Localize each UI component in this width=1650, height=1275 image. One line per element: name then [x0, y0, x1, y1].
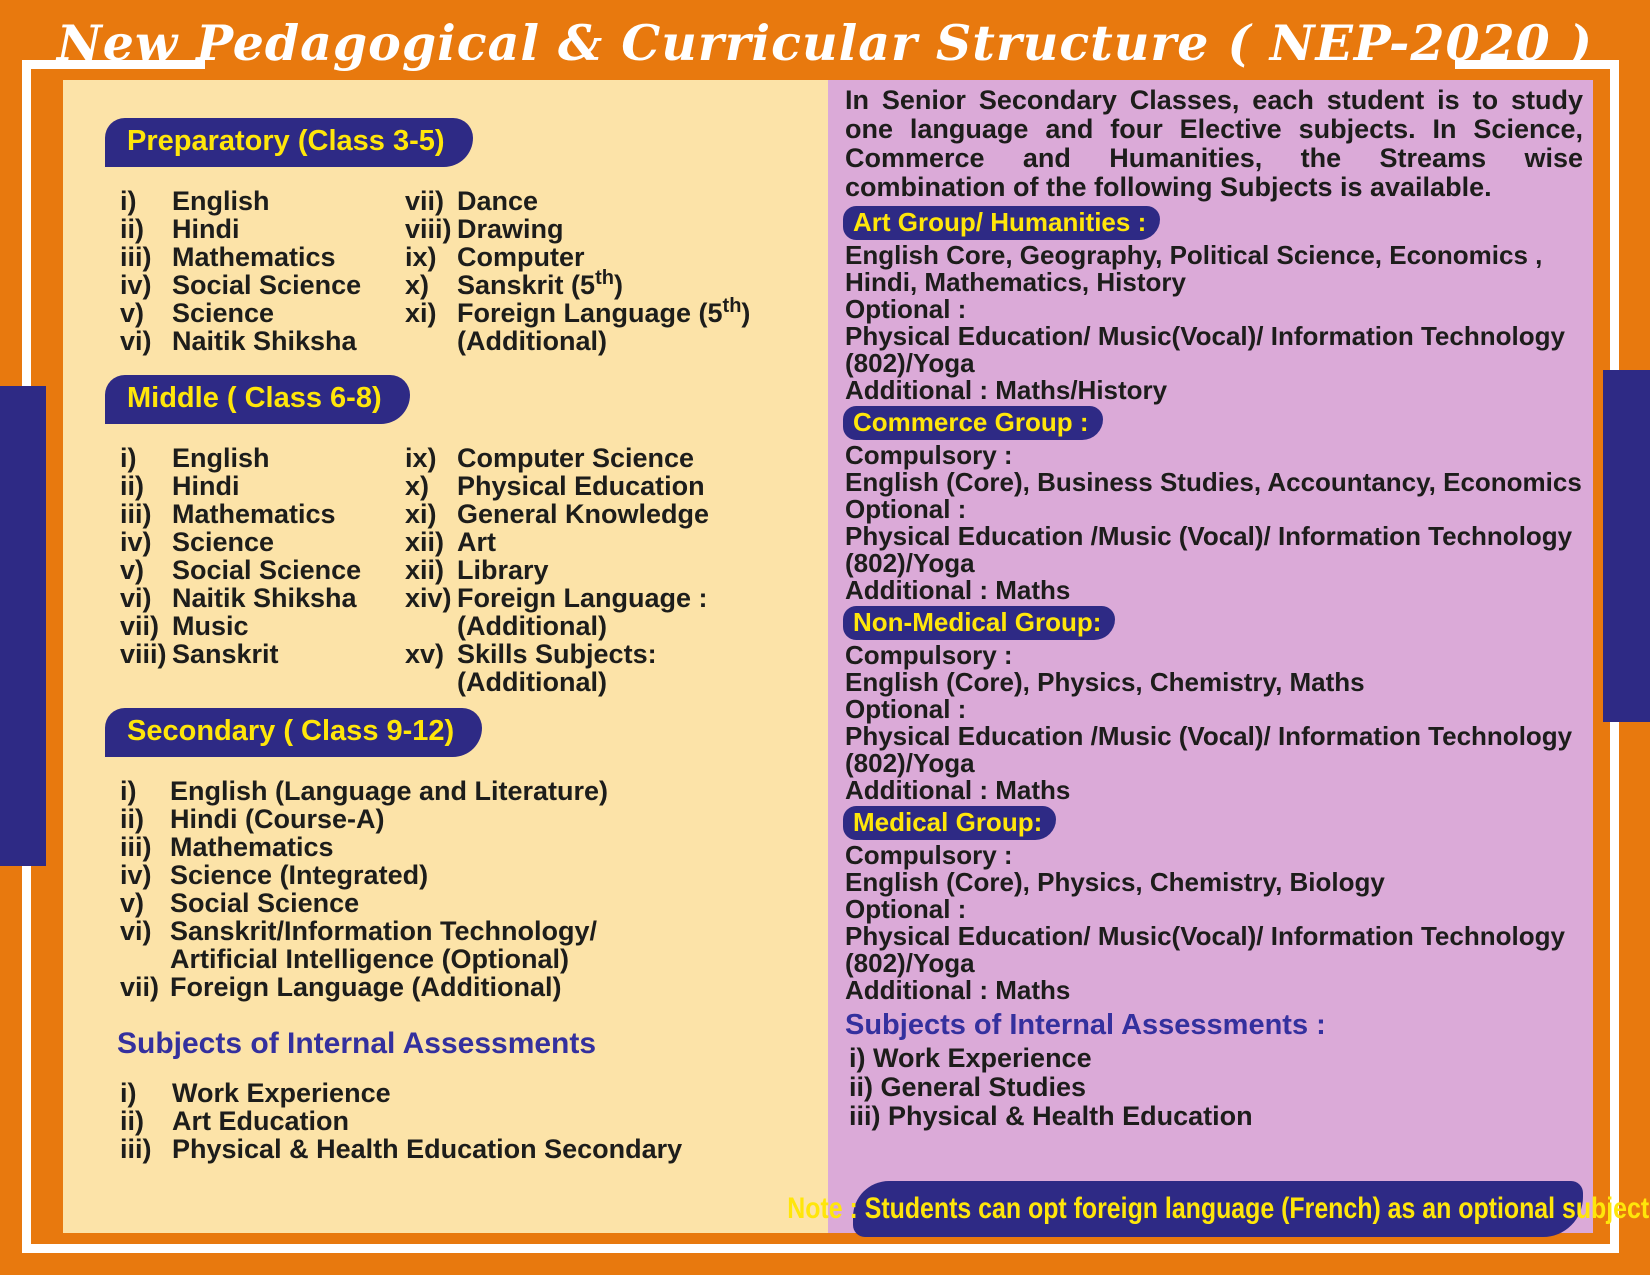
list-item	[405, 500, 810, 528]
group-block-non-medical	[843, 604, 1585, 804]
list-item	[405, 556, 810, 584]
group-pill-commerce: Commerce Group :	[843, 406, 1103, 440]
roman-numeral: vii)	[120, 611, 160, 641]
subject-label: Science	[172, 298, 275, 328]
roman-numeral: xv)	[405, 639, 445, 669]
list-item	[405, 267, 810, 300]
list-item: ii) General Studies	[849, 1072, 1087, 1102]
group-line: (802)/Yoga	[845, 948, 975, 978]
group-line: English (Core), Physics, Chemistry, Maths	[845, 667, 1365, 697]
note-text: Note : Students can opt foreign language (French) as an optional subject	[787, 1192, 1649, 1225]
subject-label: Dance	[457, 186, 539, 216]
roman-numeral: vi)	[120, 326, 152, 356]
subject-label: English	[172, 443, 270, 473]
roman-numeral: vii)	[405, 186, 445, 216]
list-item: i) Work Experience	[849, 1043, 1092, 1073]
list-item	[120, 556, 405, 584]
roman-numeral: vi)	[120, 916, 152, 946]
list-item	[120, 1135, 810, 1163]
list-item	[120, 472, 405, 500]
list-item	[120, 777, 810, 805]
subject-label: Skills Subjects:	[457, 639, 657, 669]
subject-label: Hindi (Course-A)	[170, 804, 385, 834]
list-item	[120, 500, 405, 528]
roman-numeral: iv)	[120, 270, 152, 300]
left-panel	[63, 80, 828, 1233]
right-edge-decoration	[1603, 370, 1650, 722]
senior-secondary-intro: In Senior Secondary Classes, each student is to study one language and four Elective subjects. In Science, Commerce and Humanities, the Streams wise combination of the following Subjects is available.	[845, 85, 1583, 202]
page-title: New Pedagogical & Curricular Structure ( NEP-2020 )	[57, 14, 1593, 72]
roman-numeral: xi)	[405, 499, 437, 529]
subject-label: Social Science	[172, 555, 362, 585]
roman-numeral	[120, 945, 170, 973]
internal-assessments-heading: Subjects of Internal Assessments	[117, 1027, 597, 1060]
subject-label: General Knowledge	[457, 499, 710, 529]
subject-label: Art	[457, 527, 496, 557]
group-line: Optional :	[845, 894, 967, 924]
subject-label: (Additional)	[457, 326, 607, 356]
list-item	[120, 444, 405, 472]
group-line: Additional : Maths	[845, 575, 1071, 605]
list-item	[120, 215, 405, 243]
group-line: Compulsory :	[845, 640, 1013, 670]
roman-numeral: ii)	[120, 471, 144, 501]
list-item	[120, 973, 810, 1001]
group-line: Optional :	[845, 694, 967, 724]
group-lines	[845, 442, 1585, 604]
roman-numeral: iv)	[120, 860, 152, 890]
group-line: Optional :	[845, 494, 967, 524]
list-item	[405, 327, 810, 355]
list-item	[405, 187, 810, 215]
roman-numeral: xii)	[405, 555, 445, 585]
middle-column-2	[405, 444, 810, 696]
group-lines	[845, 242, 1585, 404]
group-line: Hindi, Mathematics, History	[845, 267, 1186, 297]
section-pill-secondary: Secondary ( Class 9-12)	[105, 708, 482, 757]
roman-numeral: ii)	[120, 804, 144, 834]
roman-numeral: vi)	[120, 583, 152, 613]
group-line: English Core, Geography, Political Science, Economics ,	[845, 240, 1543, 270]
list-item	[405, 215, 810, 243]
list-item	[120, 327, 405, 355]
list-item	[120, 945, 810, 973]
subject-label: (Additional)	[457, 667, 607, 697]
list-item	[405, 584, 810, 612]
group-line: (802)/Yoga	[845, 348, 975, 378]
list-item	[120, 187, 405, 215]
list-item	[120, 271, 405, 299]
note-banner	[787, 1181, 1649, 1237]
list-item	[405, 444, 810, 472]
subject-label: Foreign Language (5th)	[457, 295, 751, 328]
group-line: Optional :	[845, 294, 967, 324]
list-item	[120, 584, 405, 612]
subject-label: Computer	[457, 242, 585, 272]
group-pill-non-medical: Non-Medical Group:	[843, 606, 1115, 640]
subject-label: Hindi	[172, 214, 240, 244]
subject-label: Computer Science	[457, 443, 695, 473]
roman-numeral: xi)	[405, 298, 437, 328]
roman-numeral: i)	[120, 443, 137, 473]
subject-label: Artificial Intelligence (Optional)	[170, 944, 570, 974]
list-item	[120, 243, 405, 271]
middle-subject-list	[120, 444, 810, 696]
list-item	[120, 833, 810, 861]
roman-numeral: i)	[120, 1078, 137, 1108]
roman-numeral: vii)	[120, 972, 160, 1002]
subject-label: Sanskrit (5th)	[457, 267, 623, 300]
list-item	[120, 889, 810, 917]
roman-numeral: iv)	[120, 527, 152, 557]
list-item: iii) Physical & Health Education	[849, 1101, 1253, 1131]
subject-label: Naitik Shiksha	[172, 326, 357, 356]
list-item	[405, 640, 810, 668]
subject-label: Art Education	[172, 1106, 350, 1136]
list-item	[405, 668, 810, 696]
list-item	[405, 295, 810, 328]
middle-column-1	[120, 444, 405, 696]
list-item	[120, 1107, 810, 1135]
subject-label: Mathematics	[170, 832, 334, 862]
roman-numeral: xiv)	[405, 583, 452, 613]
secondary-subject-list	[120, 777, 810, 1001]
subject-label: Mathematics	[172, 499, 336, 529]
subject-label: Foreign Language (Additional)	[170, 972, 562, 1002]
preparatory-column-2	[405, 187, 810, 355]
group-block-commerce	[843, 404, 1585, 604]
group-line: Additional : Maths	[845, 975, 1071, 1005]
group-line: (802)/Yoga	[845, 748, 975, 778]
list-item	[120, 1079, 810, 1107]
subject-label: Science (Integrated)	[170, 860, 429, 890]
group-line: English (Core), Business Studies, Accountancy, Economics	[845, 467, 1582, 497]
roman-numeral: ix)	[405, 242, 437, 272]
roman-numeral: viii)	[405, 214, 452, 244]
roman-numeral: v)	[120, 555, 145, 585]
subject-label: Sanskrit	[172, 639, 279, 669]
roman-numeral: v)	[120, 888, 145, 918]
subject-label: Physical & Health Education Secondary	[172, 1134, 683, 1164]
roman-numeral: i)	[120, 186, 137, 216]
roman-numeral: v)	[120, 298, 145, 328]
internal-assessments-list	[120, 1079, 810, 1163]
roman-numeral: x)	[405, 270, 430, 300]
subject-label: Music	[172, 611, 249, 641]
subject-label: Physical Education	[457, 471, 705, 501]
list-item	[120, 299, 405, 327]
list-item	[120, 861, 810, 889]
group-lines	[845, 842, 1585, 1004]
list-item	[120, 612, 405, 640]
list-item	[120, 528, 405, 556]
roman-numeral: xii)	[405, 527, 445, 557]
preparatory-subject-list	[120, 187, 810, 355]
internal-assessments-heading: Subjects of Internal Assessments :	[845, 1009, 1326, 1041]
group-line: Additional : Maths	[845, 775, 1071, 805]
subject-label: English	[172, 186, 270, 216]
subject-label: English (Language and Literature)	[170, 776, 609, 806]
group-line: English (Core), Physics, Chemistry, Biology	[845, 867, 1385, 897]
group-line: Compulsory :	[845, 440, 1013, 470]
preparatory-column-1	[120, 187, 405, 355]
subject-label: Work Experience	[172, 1078, 391, 1108]
list-item	[405, 472, 810, 500]
roman-numeral	[405, 612, 457, 640]
roman-numeral: iii)	[120, 242, 152, 272]
subject-label: Mathematics	[172, 242, 336, 272]
group-line: Physical Education/ Music(Vocal)/ Information Technology	[845, 321, 1565, 351]
group-line: Physical Education /Music (Vocal)/ Information Technology	[845, 521, 1573, 551]
group-line: Compulsory :	[845, 840, 1013, 870]
subject-label: Science	[172, 527, 275, 557]
subject-label: Naitik Shiksha	[172, 583, 357, 613]
group-block-medical	[843, 804, 1585, 1004]
list-item	[120, 805, 810, 833]
roman-numeral: ix)	[405, 443, 437, 473]
roman-numeral: x)	[405, 471, 430, 501]
list-item	[405, 528, 810, 556]
right-panel	[787, 80, 1649, 1233]
group-block-art-humanities	[843, 204, 1585, 404]
subject-label: Sanskrit/Information Technology/	[170, 916, 598, 946]
roman-numeral: iii)	[120, 832, 152, 862]
roman-numeral: i)	[120, 776, 137, 806]
left-edge-decoration	[0, 386, 46, 866]
group-line: Physical Education /Music (Vocal)/ Information Technology	[845, 721, 1573, 751]
group-line: Additional : Maths/History	[845, 375, 1168, 405]
roman-numeral: ii)	[120, 1106, 144, 1136]
list-item	[120, 917, 810, 945]
group-lines	[845, 642, 1585, 804]
roman-numeral: iii)	[120, 499, 152, 529]
group-line: Physical Education/ Music(Vocal)/ Information Technology	[845, 921, 1565, 951]
roman-numeral: viii)	[120, 639, 167, 669]
subject-label: Hindi	[172, 471, 240, 501]
group-pill-art-humanities: Art Group/ Humanities :	[843, 206, 1160, 240]
subject-label: Drawing	[457, 214, 564, 244]
subject-label: Foreign Language :	[457, 583, 708, 613]
roman-numeral	[405, 327, 457, 355]
list-item	[405, 612, 810, 640]
subject-label: Social Science	[170, 888, 360, 918]
roman-numeral: iii)	[120, 1134, 152, 1164]
internal-assessments-list	[849, 1044, 1585, 1131]
group-line: (802)/Yoga	[845, 548, 975, 578]
roman-numeral	[405, 668, 457, 696]
subject-label: Social Science	[172, 270, 362, 300]
subject-label: Library	[457, 555, 549, 585]
roman-numeral: ii)	[120, 214, 144, 244]
list-item	[120, 640, 405, 668]
section-pill-preparatory: Preparatory (Class 3-5)	[105, 118, 473, 167]
section-pill-middle: Middle ( Class 6-8)	[105, 375, 410, 424]
group-pill-medical: Medical Group:	[843, 806, 1056, 840]
subject-label: (Additional)	[457, 611, 607, 641]
